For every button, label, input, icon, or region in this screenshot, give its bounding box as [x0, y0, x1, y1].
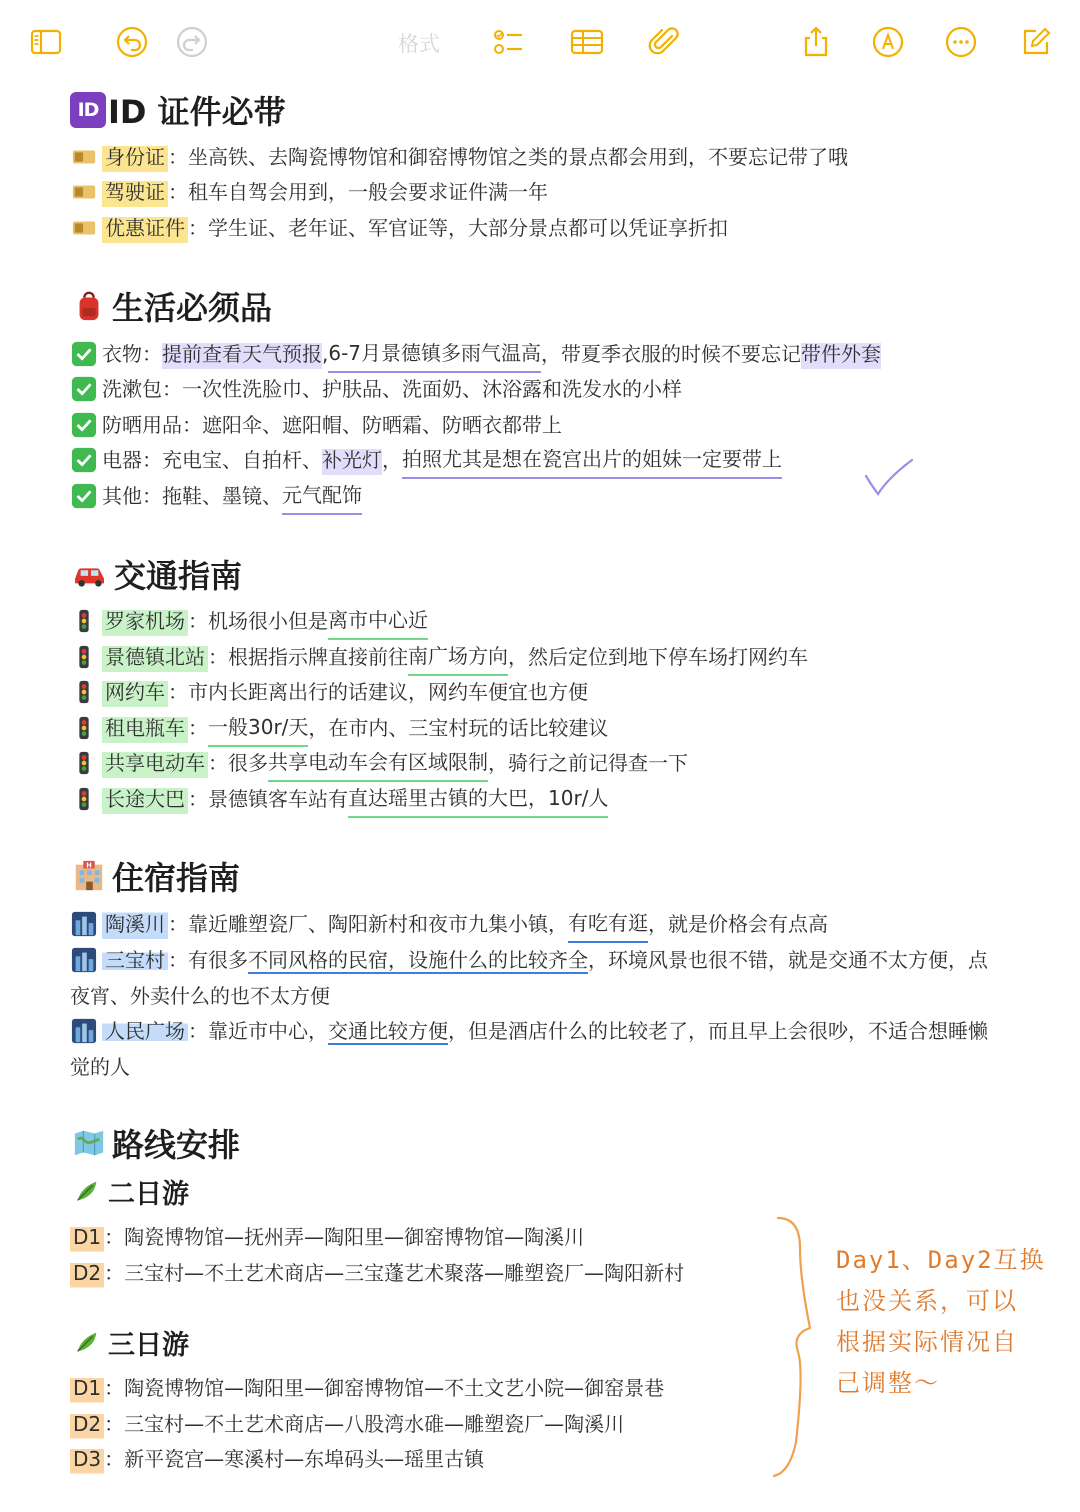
format-button[interactable]: 格式: [398, 32, 440, 56]
item-key: 驾驶证: [105, 180, 165, 204]
ticket-icon: [70, 178, 98, 206]
backpack-icon: [70, 287, 108, 325]
ticket-icon: [70, 214, 98, 242]
undo-icon[interactable]: [112, 22, 152, 62]
section-title-route: 路线安排: [70, 1121, 240, 1165]
handwritten-note: Day1、Day2互换 也没关系，可以 根据实际情况自 己调整～: [836, 1246, 1046, 1397]
more-icon[interactable]: [941, 22, 981, 62]
share-icon[interactable]: [796, 22, 836, 62]
item-key: 景德镇北站: [105, 645, 205, 669]
item-text: 陶瓷博物馆—陶阳里—御窑博物馆—不土文艺小院—御窑景巷: [124, 1376, 665, 1400]
traffic-light-icon: [70, 678, 98, 706]
section-title-stay: H 住宿指南: [70, 854, 240, 898]
list-item: 租电瓶车 ： 一般30r/天 ，在市内、三宝村玩的话比较建议: [70, 710, 608, 746]
list-item: 防晒用品 ： 遮阳伞、遮阳帽、防晒霜、防晒衣都带上: [70, 407, 562, 443]
check-icon: [70, 375, 98, 403]
list-item: 罗家机场 ： 机场很小但是 离市中心近: [70, 603, 428, 639]
item-text: 陶瓷博物馆—抚州弄—陶阳里—御窑博物馆—陶溪川: [124, 1225, 585, 1249]
list-item: 衣物 ： 提前查看天气预报 , 6-7月景德镇多雨气温高 ，带夏季衣服的时候不要忘记 带件外套: [70, 336, 881, 372]
ticket-icon: [70, 143, 98, 171]
check-icon: [70, 482, 98, 510]
item-text: 坐高铁、去陶瓷博物馆和御窑博物馆之类的景点都会用到，不要忘记带了哦: [188, 145, 848, 169]
list-item: 陶溪川 ： 靠近雕塑瓷厂、陶阳新村和夜市九集小镇， 有吃有逛 ，就是价格会有点高: [70, 906, 828, 942]
item-text: 三宝村—不土艺术商店—八股湾水碓—雕塑瓷厂—陶溪川: [124, 1412, 625, 1436]
section-title-traffic: 交通指南: [70, 552, 242, 596]
item-text: 一次性洗脸巾、护肤品、洗面奶、沐浴露和洗发水的小样: [182, 377, 682, 401]
item-key: 长途大巴: [105, 787, 185, 811]
subsection-title-two-day: 二日游: [70, 1173, 189, 1209]
item-text: 新平瓷宫—寒溪村—东埠码头—瑶里古镇: [124, 1447, 485, 1471]
traffic-light-icon: [70, 714, 98, 742]
list-item: 驾驶证 ： 租车自驾会用到，一般会要求证件满一年: [70, 174, 548, 210]
day-key: D2: [73, 1412, 102, 1436]
day-key: D2: [73, 1261, 102, 1285]
list-item: D2 ： 三宝村—不土艺术商店—三宝蓬艺术聚落—雕塑瓷厂—陶阳新村: [70, 1255, 684, 1291]
list-item: D1 ： 陶瓷博物馆—抚州弄—陶阳里—御窑博物馆—陶溪川: [70, 1219, 584, 1255]
list-item: 身份证 ： 坐高铁、去陶瓷博物馆和御窑博物馆之类的景点都会用到，不要忘记带了哦: [70, 139, 848, 175]
toolbar: [0, 0, 1080, 84]
check-icon: [70, 446, 98, 474]
list-item: 其他 ： 拖鞋、墨镜、 元气配饰: [70, 478, 362, 514]
section-title-life: 生活必须品: [70, 284, 272, 328]
table-icon[interactable]: [567, 22, 607, 62]
day-key: D1: [73, 1225, 102, 1249]
map-icon: [70, 1124, 108, 1162]
item-key: 防晒用品: [102, 413, 182, 437]
city-night-icon: [70, 1017, 98, 1045]
list-item: 三宝村 ：有很多不同风格的民宿，设施什么的比较齐全，环境风景也很不错，就是交通不太方便，点夜宵、外卖什么的也不太方便: [70, 948, 988, 1008]
item-key: 网约车: [105, 680, 165, 704]
list-item: 电器 ： 充电宝、自拍杆、 补光灯 ， 拍照尤其是想在瓷宫出片的姐妹一定要带上: [70, 442, 782, 478]
item-key: 陶溪川: [105, 912, 165, 936]
item-text: 租车自驾会用到，一般会要求证件满一年: [188, 180, 548, 204]
traffic-light-icon: [70, 607, 98, 635]
item-text: 市内长距离出行的话建议，网约车便宜也方便: [188, 680, 588, 704]
list-item: D1 ： 陶瓷博物馆—陶阳里—御窑博物馆—不土文艺小院—御窑景巷: [70, 1370, 664, 1406]
markup-icon[interactable]: [868, 22, 908, 62]
list-item: D3 ： 新平瓷宫—寒溪村—东埠码头—瑶里古镇: [70, 1441, 484, 1477]
traffic-light-icon: [70, 749, 98, 777]
item-key: 三宝村: [105, 948, 165, 972]
item-key: 身份证: [105, 145, 165, 169]
check-icon: [70, 411, 98, 439]
sidebar-icon[interactable]: [26, 22, 66, 62]
item-key: 人民广场: [105, 1019, 185, 1043]
herb-icon: [70, 1326, 104, 1358]
hand-brace: [770, 1212, 830, 1482]
list-item: 洗漱包 ： 一次性洗脸巾、护肤品、洗面奶、沐浴露和洗发水的小样: [70, 371, 682, 407]
traffic-light-icon: [70, 785, 98, 813]
item-key: 共享电动车: [105, 751, 205, 775]
item-key: 优惠证件: [105, 216, 185, 240]
list-item: 长途大巴 ： 景德镇客车站有 直达瑶里古镇的大巴，10r/人: [70, 781, 608, 817]
check-icon: [70, 340, 98, 368]
section-title-id: ID ID 证件必带: [70, 88, 286, 132]
item-text: 学生证、老年证、军官证等，大部分景点都可以凭证享折扣: [208, 216, 728, 240]
list-item: 人民广场 ：靠近市中心，交通比较方便，但是酒店什么的比较老了，而且早上会很吵，不适合想睡懒觉的人: [70, 1019, 988, 1079]
day-key: D3: [73, 1447, 102, 1471]
item-key: 洗漱包: [102, 377, 162, 401]
car-icon: [70, 555, 110, 593]
item-text: 遮阳伞、遮阳帽、防晒霜、防晒衣都带上: [202, 413, 562, 437]
hotel-icon: [70, 857, 108, 895]
subsection-title-three-day: 三日游: [70, 1324, 189, 1360]
city-night-icon: [70, 910, 98, 938]
traffic-light-icon: [70, 643, 98, 671]
item-key: 其他: [102, 484, 142, 508]
attachment-icon[interactable]: [644, 22, 684, 62]
checklist-icon[interactable]: [488, 22, 528, 62]
list-item: 网约车 ： 市内长距离出行的话建议，网约车便宜也方便: [70, 674, 588, 710]
item-key: 电器: [102, 448, 142, 472]
list-item: D2 ： 三宝村—不土艺术商店—八股湾水碓—雕塑瓷厂—陶溪川: [70, 1406, 624, 1442]
item-key: 衣物: [102, 342, 142, 366]
item-key: 租电瓶车: [105, 716, 185, 740]
svg-text:H: H: [86, 861, 92, 870]
herb-icon: [70, 1175, 104, 1207]
compose-icon[interactable]: [1016, 22, 1056, 62]
list-item: 景德镇北站 ： 根据指示牌直接前往 南广场方向 ，然后定位到地下停车场打网约车: [70, 639, 808, 675]
list-item: 优惠证件 ： 学生证、老年证、军官证等，大部分景点都可以凭证享折扣: [70, 210, 728, 246]
redo-icon[interactable]: [172, 22, 212, 62]
item-key: 罗家机场: [105, 609, 185, 633]
city-night-icon: [70, 946, 98, 974]
item-text: 三宝村—不土艺术商店—三宝蓬艺术聚落—雕塑瓷厂—陶阳新村: [124, 1261, 685, 1285]
day-key: D1: [73, 1376, 102, 1400]
hand-check-mark: [862, 454, 918, 500]
id-emoji-icon: ID: [70, 92, 106, 128]
list-item: 共享电动车 ： 很多 共享电动车会有区域限制 ，骑行之前记得查一下: [70, 745, 688, 781]
